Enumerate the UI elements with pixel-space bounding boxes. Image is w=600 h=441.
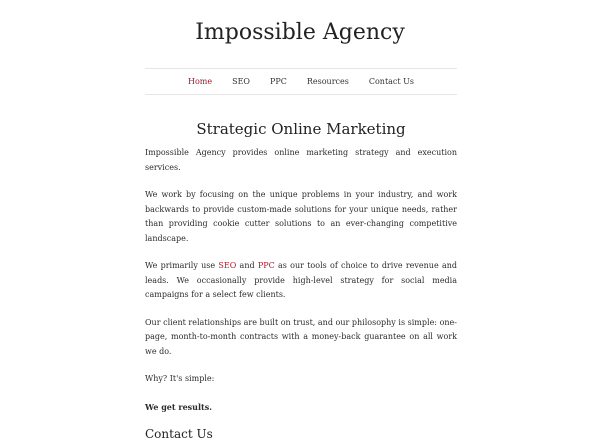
main-content bbox=[145, 120, 457, 441]
ppc-link[interactable]: PPC bbox=[257, 261, 275, 270]
tools-paragraph bbox=[145, 259, 457, 303]
nav-item-home[interactable]: Home bbox=[187, 77, 213, 86]
tools-text-end: as our tools of choice to drive revenue and leads. We occasionally provide high-level strategy for social media campaigns for a select few clients. bbox=[145, 261, 457, 299]
why-paragraph: Why? It's simple: bbox=[145, 374, 215, 383]
results-paragraph: We get results. bbox=[145, 401, 213, 412]
intro-paragraph: Impossible Agency provides online marketing strategy and execution services. bbox=[145, 148, 457, 172]
tools-text-start: We primarily use bbox=[145, 261, 219, 270]
approach-paragraph: We work by focusing on the unique problems in your industry, and work backwards to provide custom-made solutions for your unique needs, rather than providing cookie cutter solutions to an ever-changing competitive landscape. bbox=[145, 190, 457, 243]
main-nav bbox=[145, 68, 457, 95]
nav-item-resources[interactable]: Resources bbox=[306, 77, 349, 86]
tools-text-mid: and bbox=[236, 261, 258, 270]
contact-heading: Contact Us bbox=[145, 427, 213, 441]
nav-item-ppc[interactable]: PPC bbox=[269, 77, 287, 86]
philosophy-paragraph: Our client relationships are built on trust, and our philosophy is simple: one-page, month-to-month contracts with a money-back guarantee on all work we do. bbox=[145, 317, 457, 356]
seo-link[interactable]: SEO bbox=[218, 261, 237, 270]
nav-item-seo[interactable]: SEO bbox=[232, 77, 250, 86]
nav-item-contact-us[interactable]: Contact Us bbox=[368, 77, 415, 86]
page-title: Strategic Online Marketing bbox=[196, 120, 406, 138]
site-title[interactable]: Impossible Agency bbox=[195, 20, 405, 45]
